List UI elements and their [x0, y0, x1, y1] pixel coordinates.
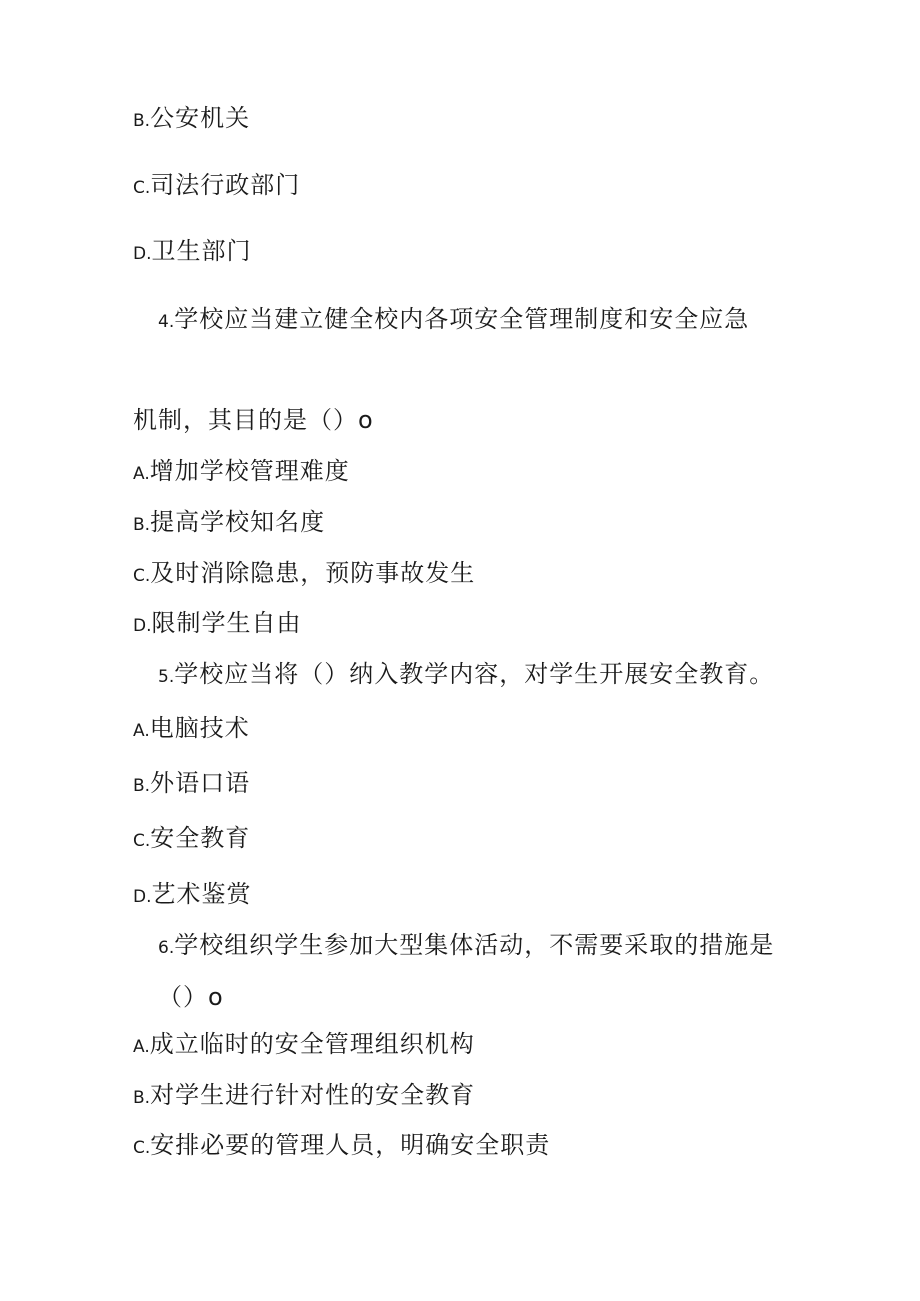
question-5: 5.学校应当将（）纳入教学内容，对学生开展安全教育。: [158, 660, 775, 688]
question-4-continuation: 机制，其目的是（）o: [133, 406, 374, 434]
option-d-q4: D.限制学生自由: [133, 609, 302, 637]
option-b-q5: B.外语口语: [133, 769, 251, 797]
option-a-q6: A.成立临时的安全管理组织机构: [133, 1030, 475, 1058]
option-a-q4: A.增加学校管理难度: [133, 457, 350, 485]
option-a-q5: A.电脑技术: [133, 714, 250, 742]
option-c-q6: C.安排必要的管理人员，明确安全职责: [133, 1131, 551, 1159]
option-c-q5: C.安全教育: [133, 824, 251, 852]
option-d-q3: D.卫生部门: [133, 237, 252, 265]
option-b-q6: B.对学生进行针对性的安全教育: [133, 1081, 476, 1109]
question-4: 4.学校应当建立健全校内各项安全管理制度和安全应急: [158, 305, 750, 333]
option-b-q3: B.公安机关: [133, 104, 251, 132]
question-6: 6.学校组织学生参加大型集体活动，不需要采取的措施是: [158, 931, 775, 959]
option-c-q4: C.及时消除隐患，预防事故发生: [133, 559, 476, 587]
question-6-continuation: （）o: [158, 983, 224, 1011]
option-d-q5: D.艺术鉴赏: [133, 880, 252, 908]
option-c-q3: C.司法行政部门: [133, 171, 301, 199]
option-b-q4: B.提高学校知名度: [133, 508, 326, 536]
